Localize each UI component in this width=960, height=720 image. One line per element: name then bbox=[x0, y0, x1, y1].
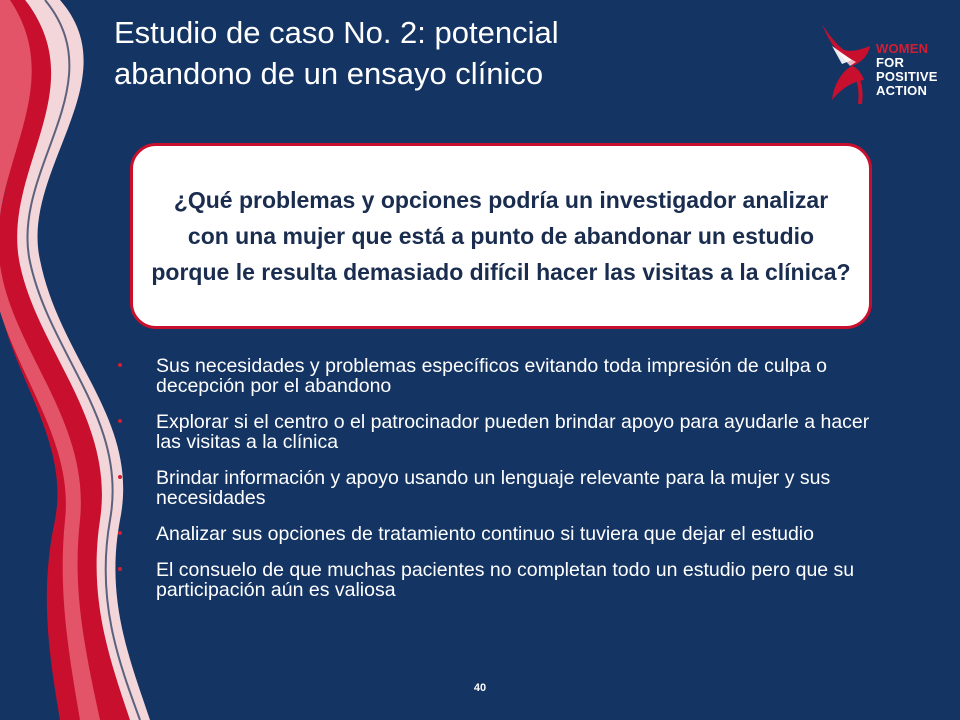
bullet-text: Analizar sus opciones de tratamiento continuo si tuviera que dejar el estudio bbox=[156, 523, 814, 545]
slide-title-line-2: abandono de un ensayo clínico bbox=[114, 56, 544, 91]
bullet-text: Sus necesidades y problemas específicos evitando toda impresión de culpa o decepción por el abandono bbox=[156, 355, 827, 397]
slide-title-line-1: Estudio de caso No. 2: potencial bbox=[114, 15, 559, 50]
bullet-dot-icon bbox=[118, 363, 122, 367]
logo-line-action: ACTION bbox=[876, 83, 928, 98]
bullet-text: Explorar si el centro o el patrocinador pueden brindar apoyo para ayudarle a hacer las visitas a la clínica bbox=[156, 411, 870, 453]
logo-line-positive: POSITIVE bbox=[876, 69, 938, 84]
page-number: 40 bbox=[473, 682, 487, 694]
bullet-dot-icon bbox=[118, 531, 122, 535]
question-text: ¿Qué problemas y opciones podría un investigador analizar con una mujer que está a punto de abandonar un estudio porque le resulta demasiado difícil hacer las visitas a la clínica? bbox=[151, 187, 851, 285]
bullet-dot-icon bbox=[118, 475, 122, 479]
bullet-text: El consuelo de que muchas pacientes no completan todo un estudio pero que su participación aún es valiosa bbox=[156, 559, 855, 601]
bullet-dot-icon bbox=[118, 567, 122, 571]
question-callout bbox=[130, 143, 872, 329]
logo-line-for: FOR bbox=[876, 55, 905, 70]
logo-line-women: WOMEN bbox=[876, 41, 929, 56]
bullet-text: Brindar información y apoyo usando un lenguaje relevante para la mujer y sus necesidades bbox=[156, 467, 831, 509]
bullet-list bbox=[118, 356, 898, 616]
bullet-item bbox=[118, 468, 898, 508]
bullet-item bbox=[118, 412, 898, 452]
bullet-item bbox=[118, 560, 898, 600]
bullet-item bbox=[118, 356, 898, 396]
logo-wordmark bbox=[876, 42, 938, 98]
bullet-dot-icon bbox=[118, 419, 122, 423]
bullet-item bbox=[118, 524, 898, 544]
slide-title bbox=[114, 12, 754, 94]
